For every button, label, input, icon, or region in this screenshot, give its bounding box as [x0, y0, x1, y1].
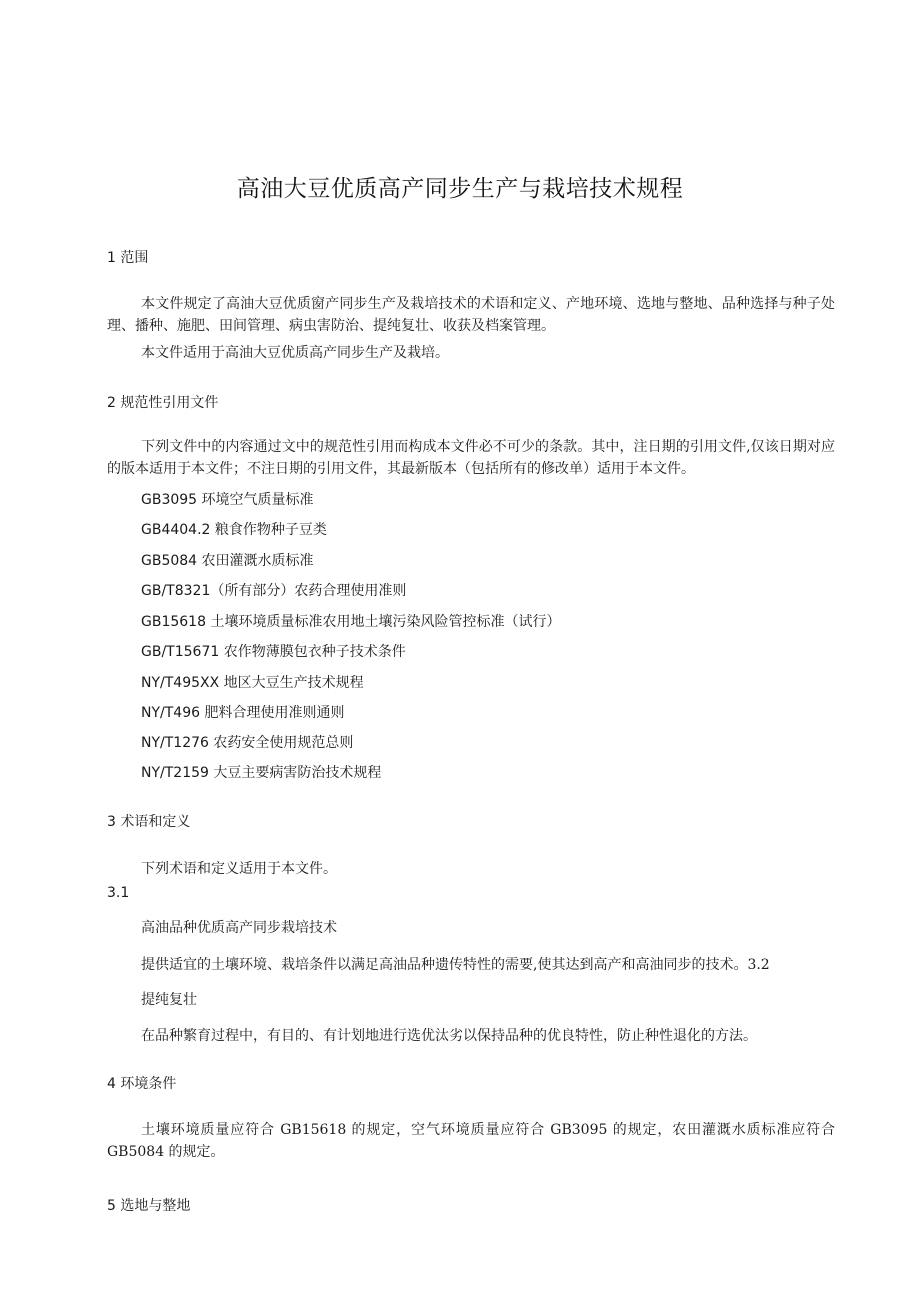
reference-item: GB3095 环境空气质量标准 — [141, 492, 314, 508]
reference-item: GB/T8321（所有部分）农药合理使用准则 — [141, 583, 407, 599]
term-3-2-name: 提纯复壮 — [141, 992, 197, 1008]
term-3-1-name: 高油品种优质高产同步栽培技术 — [141, 920, 337, 936]
reference-item: NY/T1276 农药安全使用规范总则 — [141, 735, 354, 751]
section-3-heading: 3 术语和定义 — [107, 814, 191, 830]
reference-item: GB5084 农田灌溉水质标准 — [141, 553, 314, 569]
section-4-paragraph-1: 土壤环境质量应符合 GB15618 的规定，空气环境质量应符合 GB3095 的规定，农田灌溉水质标准应符合 GB5084 的规定。 — [107, 1122, 835, 1160]
section-5-heading: 5 选地与整地 — [107, 1198, 191, 1214]
reference-item: GB/T15671 农作物薄膜包衣种子技术条件 — [141, 644, 406, 660]
term-3-1-definition: 提供适宜的土壤环境、栽培条件以满足高油品种遗传特性的需要,使其达到高产和高油同步的技术。3.2 — [141, 957, 770, 973]
document-title: 高油大豆优质高产同步生产与栽培技术规程 — [236, 176, 684, 202]
term-3-2-definition: 在品种繁育过程中，有目的、有计划地进行选优汰劣以保持品种的优良特性，防止种性退化的方法。 — [141, 1028, 757, 1044]
reference-item: NY/T495XX 地区大豆生产技术规程 — [141, 675, 364, 691]
section-4-heading: 4 环境条件 — [107, 1076, 177, 1092]
reference-item: GB15618 土壤环境质量标准农用地土壤污染风险管控标准（试行） — [141, 614, 561, 630]
reference-item: GB4404.2 粮食作物种子豆类 — [141, 522, 327, 538]
section-3-intro: 下列术语和定义适用于本文件。 — [141, 861, 337, 877]
section-1-paragraph-1: 本文件规定了高油大豆优质窗产同步生产及栽培技术的术语和定义、产地环境、选地与整地、品种选择与种子处理、播种、施肥、田间管理、病虫害防治、提纯复壮、收获及档案管理。 — [107, 296, 835, 334]
reference-item: NY/T2159 大豆主要病害防治技术规程 — [141, 765, 382, 781]
section-1-heading: 1 范围 — [107, 250, 149, 266]
section-2-heading: 2 规范性引用文件 — [107, 395, 219, 411]
section-2-paragraph-1: 下列文件中的内容通过文中的规范性引用而构成本文件必不可少的条款。其中，注日期的引用文件,仅该日期对应的版本适用于本文件；不注日期的引用文件，其最新版本（包括所有的修改单）适用于本文件。 — [107, 439, 835, 477]
reference-item: NY/T496 肥料合理使用准则通则 — [141, 705, 345, 721]
section-1-paragraph-2: 本文件适用于高油大豆优质高产同步生产及栽培。 — [141, 345, 449, 361]
term-3-1-number: 3.1 — [107, 885, 130, 901]
